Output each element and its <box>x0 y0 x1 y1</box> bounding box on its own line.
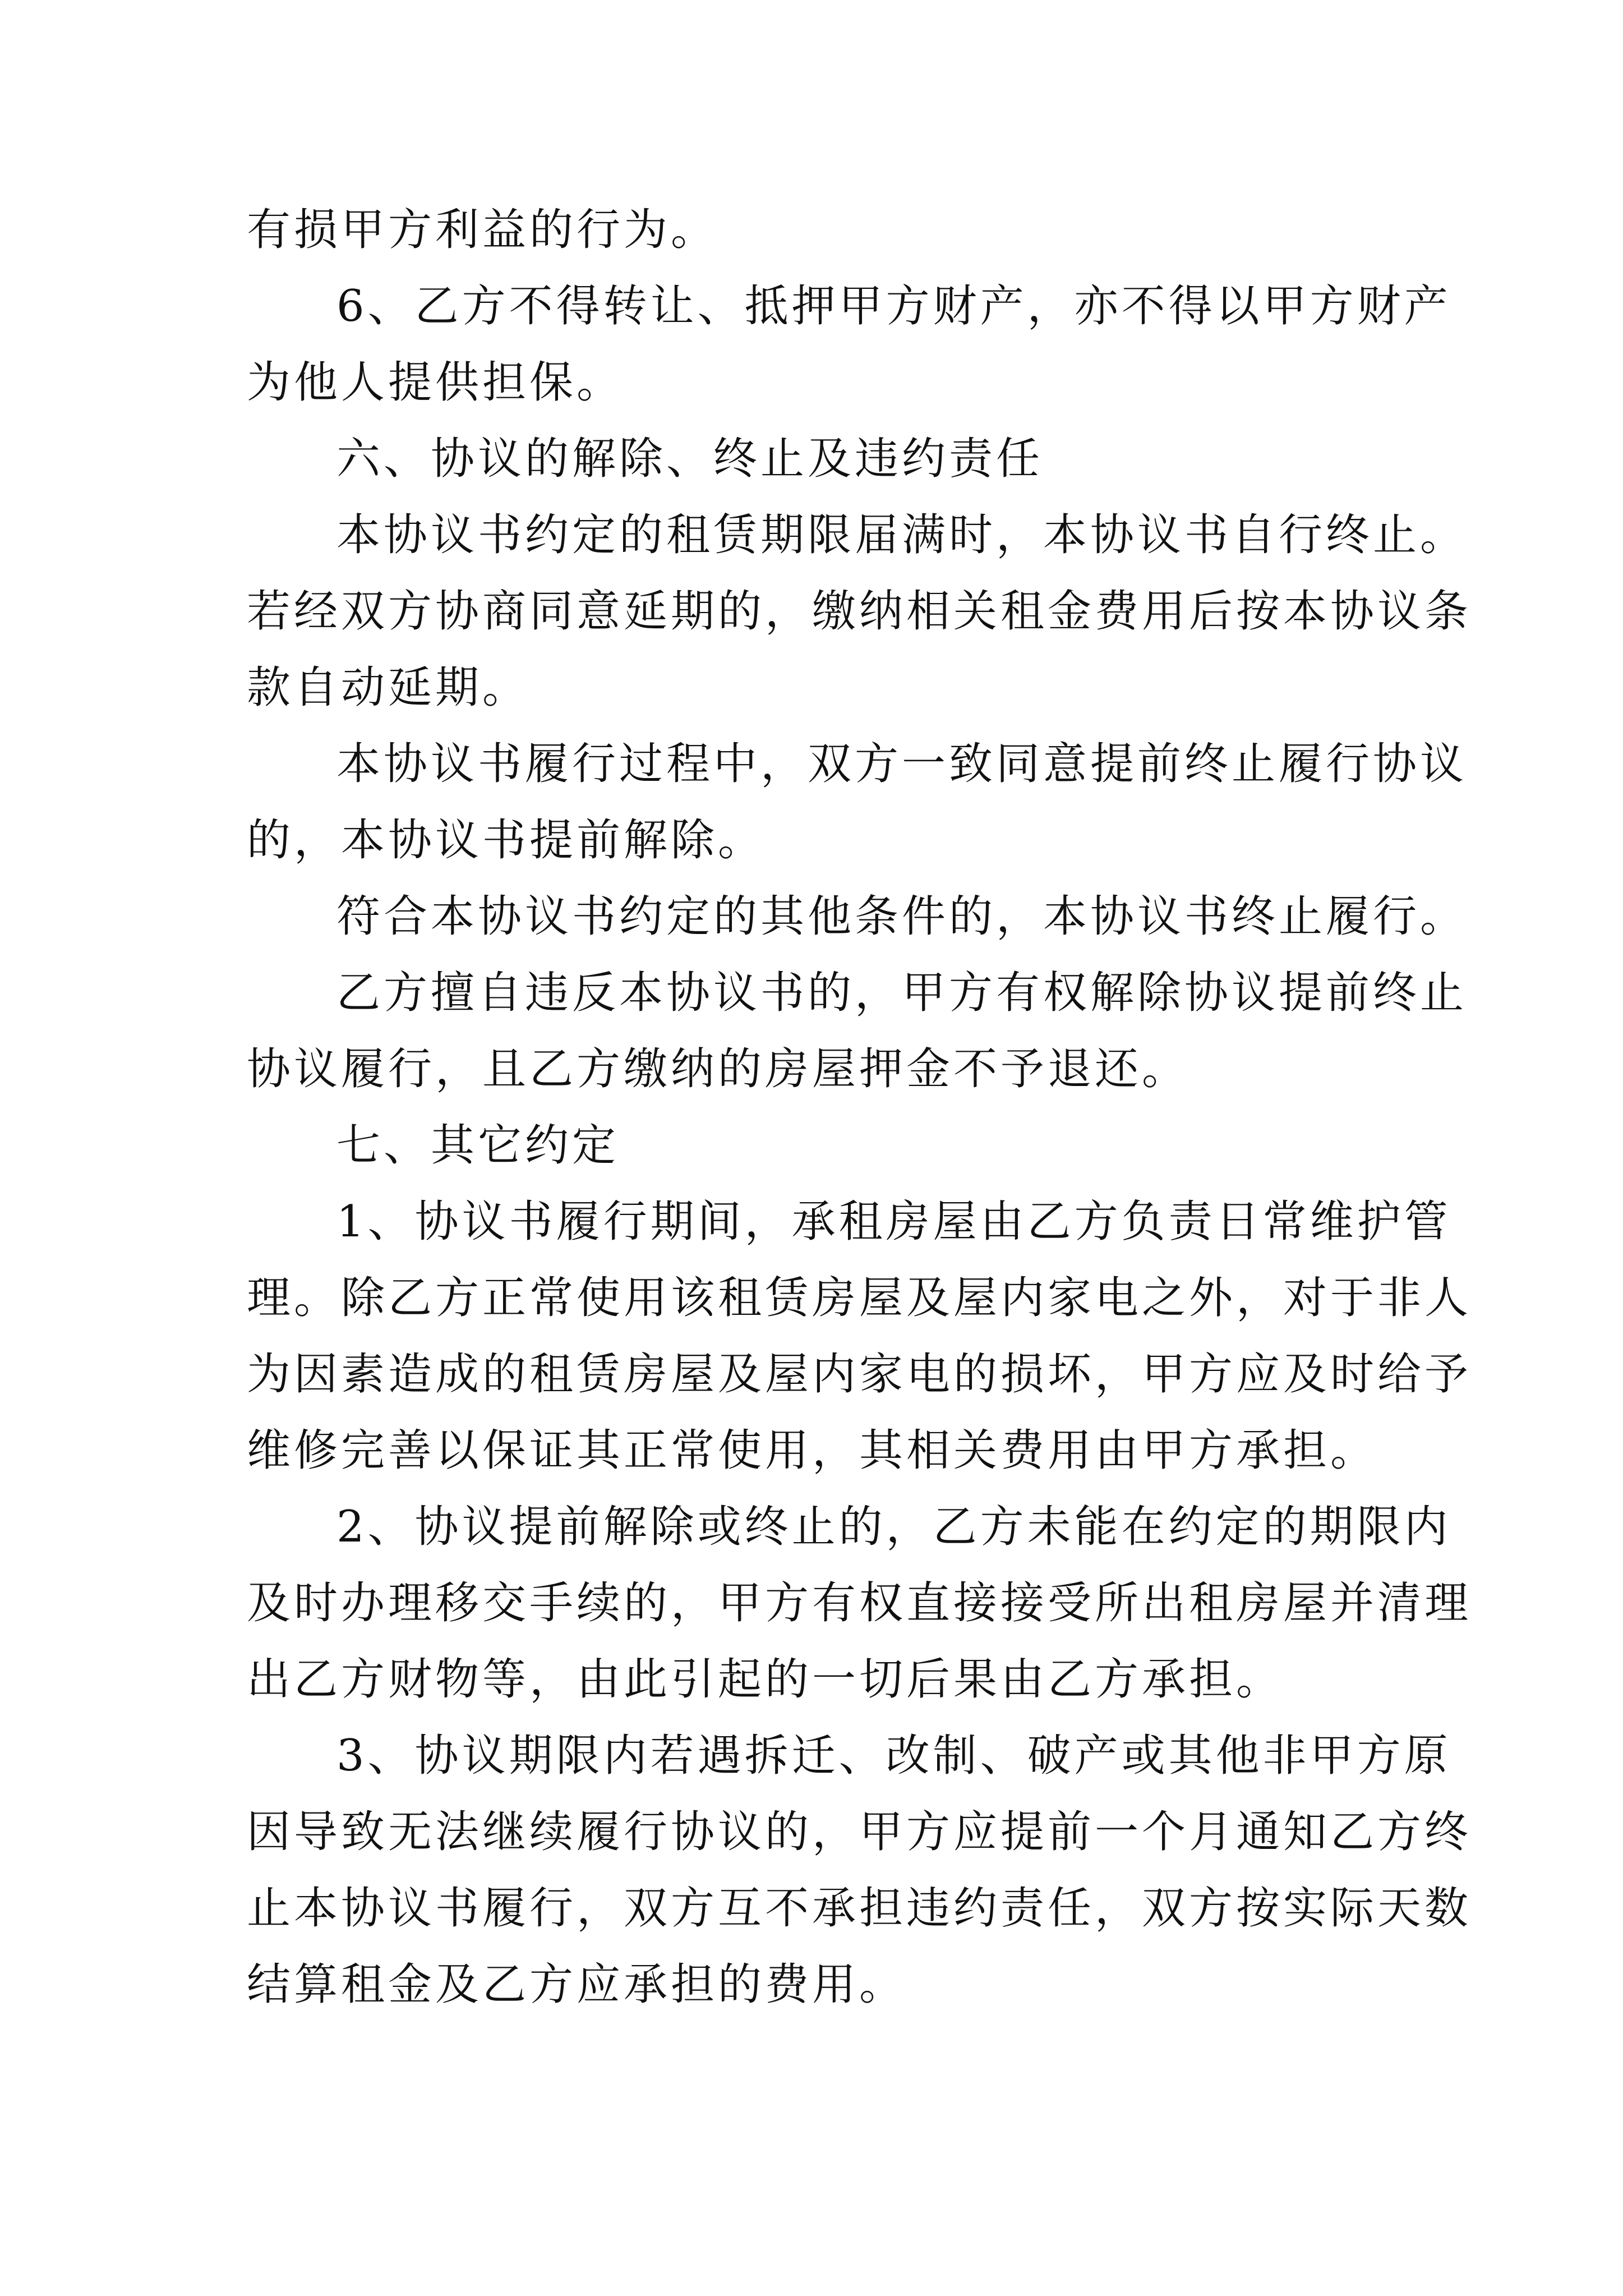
text-line: 结算租金及乙方应承担的费用。 <box>247 1959 907 2010</box>
text-line: 及时办理移交手续的，甲方有权直接接受所出租房屋并清理 <box>247 1578 1472 1628</box>
text-line: 维修完善以保证其正常使用，其相关费用由甲方承担。 <box>247 1425 1378 1476</box>
text-line: 因导致无法继续履行协议的，甲方应提前一个月通知乙方终 <box>247 1807 1472 1857</box>
text-line: 出乙方财物等，由此引起的一切后果由乙方承担。 <box>247 1654 1284 1705</box>
text-line: 6、乙方不得转让、抵押甲方财产，亦不得以甲方财产 <box>336 281 1451 332</box>
text-line: 的，本协议书提前解除。 <box>247 815 766 866</box>
text-line: 若经双方协商同意延期的，缴纳相关租金费用后按本协议条 <box>247 586 1472 637</box>
text-line: 款自动延期。 <box>247 662 530 713</box>
section-heading: 七、其它约定 <box>336 1120 620 1171</box>
text-line: 本协议书履行过程中，双方一致同意提前终止履行协议 <box>336 739 1468 789</box>
text-line: 1、协议书履行期间，承租房屋由乙方负责日常维护管 <box>336 1197 1451 1247</box>
text-line: 理。除乙方正常使用该租赁房屋及屋内家电之外，对于非人 <box>247 1273 1472 1323</box>
text-line: 本协议书约定的租赁期限届满时，本协议书自行终止。 <box>336 510 1468 560</box>
text-line: 为他人提供担保。 <box>247 357 624 408</box>
text-line: 3、协议期限内若遇拆迁、改制、破产或其他非甲方原 <box>336 1731 1451 1781</box>
text-line: 符合本协议书约定的其他条件的，本协议书终止履行。 <box>336 891 1468 942</box>
text-line: 有损甲方利益的行为。 <box>247 205 718 255</box>
text-line: 止本协议书履行，双方互不承担违约责任，双方按实际天数 <box>247 1883 1472 1934</box>
text-line: 为因素造成的租赁房屋及屋内家电的损坏，甲方应及时给予 <box>247 1349 1472 1400</box>
text-line: 2、协议提前解除或终止的，乙方未能在约定的期限内 <box>336 1502 1451 1552</box>
section-heading: 六、协议的解除、终止及违约责任 <box>336 434 1044 484</box>
text-line: 乙方擅自违反本协议书的，甲方有权解除协议提前终止 <box>336 968 1468 1018</box>
text-line: 协议履行，且乙方缴纳的房屋押金不予退还。 <box>247 1044 1189 1094</box>
